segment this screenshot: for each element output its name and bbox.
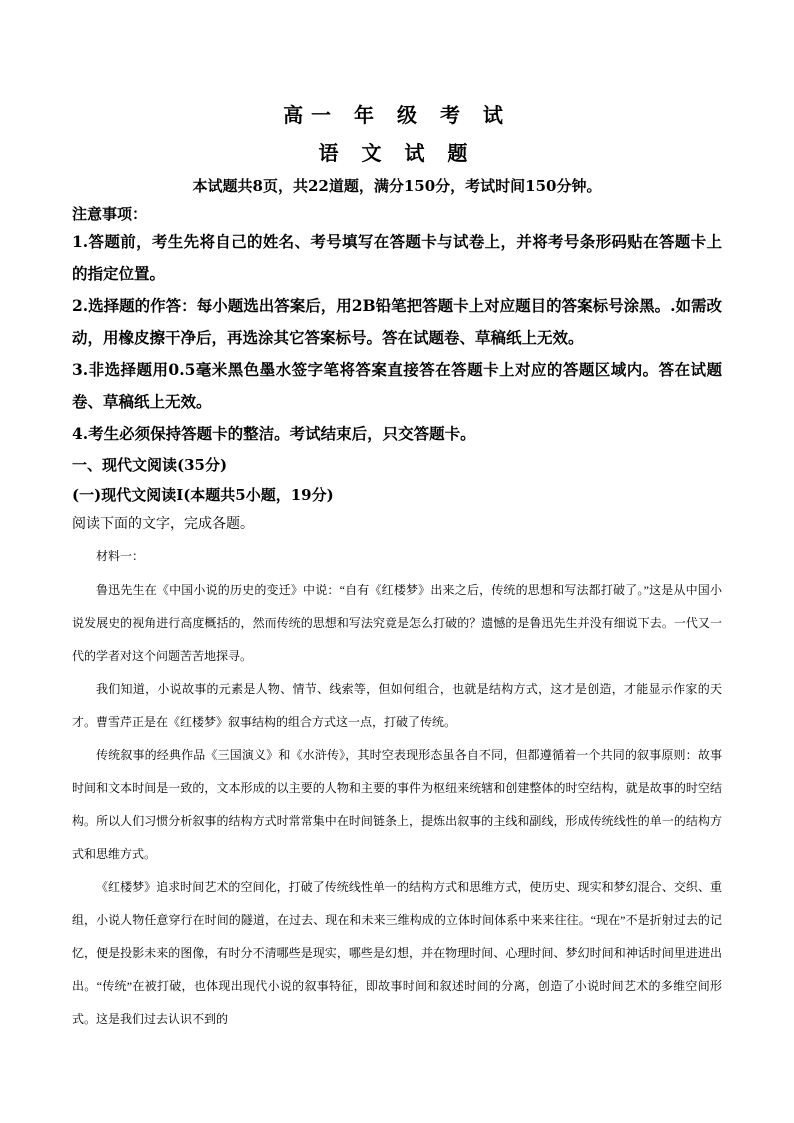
passage-paragraph: 鲁迅先生在《中国小说的历史的变迁》中说：“自有《红楼梦》出来之后，传统的思想和写法都打破了。”这是从中国小说发展史的视角进行高度概括的，然而传统的思想和写法究竟是怎么打破的？遗憾的是鲁迅先生并没有细说下去。一代又一代的学者对这个问题苦苦地探寻。	[72, 583, 722, 663]
passage-paragraph: 我们知道，小说故事的元素是人物、情节、线索等，但如何组合，也就是结构方式，这才是创造，才能显示作家的天才。曹雪芹正是在《红楼梦》叙事结构的组合方式这一点，打破了传统。	[72, 682, 722, 729]
notice-item: 3.非选择题用0.5毫米黑色墨水签字笔将答案直接答在答题卡上对应的答题区域内。答在试题卷、草稿纸上无效。	[72, 360, 722, 411]
notice-heading: 注意事项：	[72, 205, 148, 223]
notice-item: 1.答题前，考生先将自己的姓名、考号填写在答题卡与试卷上，并将考号条形码贴在答题卡上的指定位置。	[72, 232, 722, 283]
notice-item: 4.考生必须保持答题卡的整洁。考试结束后，只交答题卡。	[72, 424, 476, 443]
reading-instruction: 阅读下面的文字，完成各题。	[72, 516, 254, 532]
exam-title: 高一 年 级 考 试	[283, 103, 511, 127]
passage-paragraph: 传统叙事的经典作品《三国演义》和《水浒传》，其时空表现形态虽各自不同，但都遵循着一个共同的叙事原则：故事时间和文本时间是一致的，文本形成的以主要的人物和主要的事件为枢纽来统辖和创建整体的时空结构，就是故事的时空结构。所以人们习惯分析叙事的结构方式时常常集中在时间链条上，提炼出叙事的主线和副线，形成传统线性的单一的结构方式和思维方式。	[72, 748, 722, 861]
section-heading: 一、现代文阅读(35分)	[72, 456, 228, 474]
passage-paragraph: 《红楼梦》追求时间艺术的空间化，打破了传统线性单一的结构方式和思维方式，使历史、现实和梦幻混合、交织、重组，小说人物任意穿行在时间的隧道，在过去、现在和未来三维构成的立体时间体系中来来往往。“现在”不是折射过去的记忆，便是投影未来的图像，有时分不清哪些是现实，哪些是幻想，并在物理时间、心理时间、梦幻时间和神话时间里进进出出。“传统”在被打破，也体现出现代小说的叙事特征，即故事时间和叙述时间的分离，创造了小说时间艺术的多维空间形式。这是我们过去认识不到的	[72, 880, 722, 1026]
notice-item: 2.选择题的作答：每小题选出答案后，用2B铅笔把答题卡上对应题目的答案标号涂黑。.如需改动，用橡皮擦干净后，再选涂其它答案标号。答在试题卷、草稿纸上无效。	[72, 296, 722, 347]
material-label: 材料一：	[96, 549, 145, 563]
sub-section-heading: (一)现代文阅读Ⅰ(本题共5小题，19分)	[72, 486, 334, 504]
exam-page	[72, 100, 722, 1036]
exam-subject: 语 文 试 题	[318, 141, 476, 165]
exam-intro: 本试题共8页，共22道题，满分150分，考试时间150分钟。	[192, 177, 602, 195]
